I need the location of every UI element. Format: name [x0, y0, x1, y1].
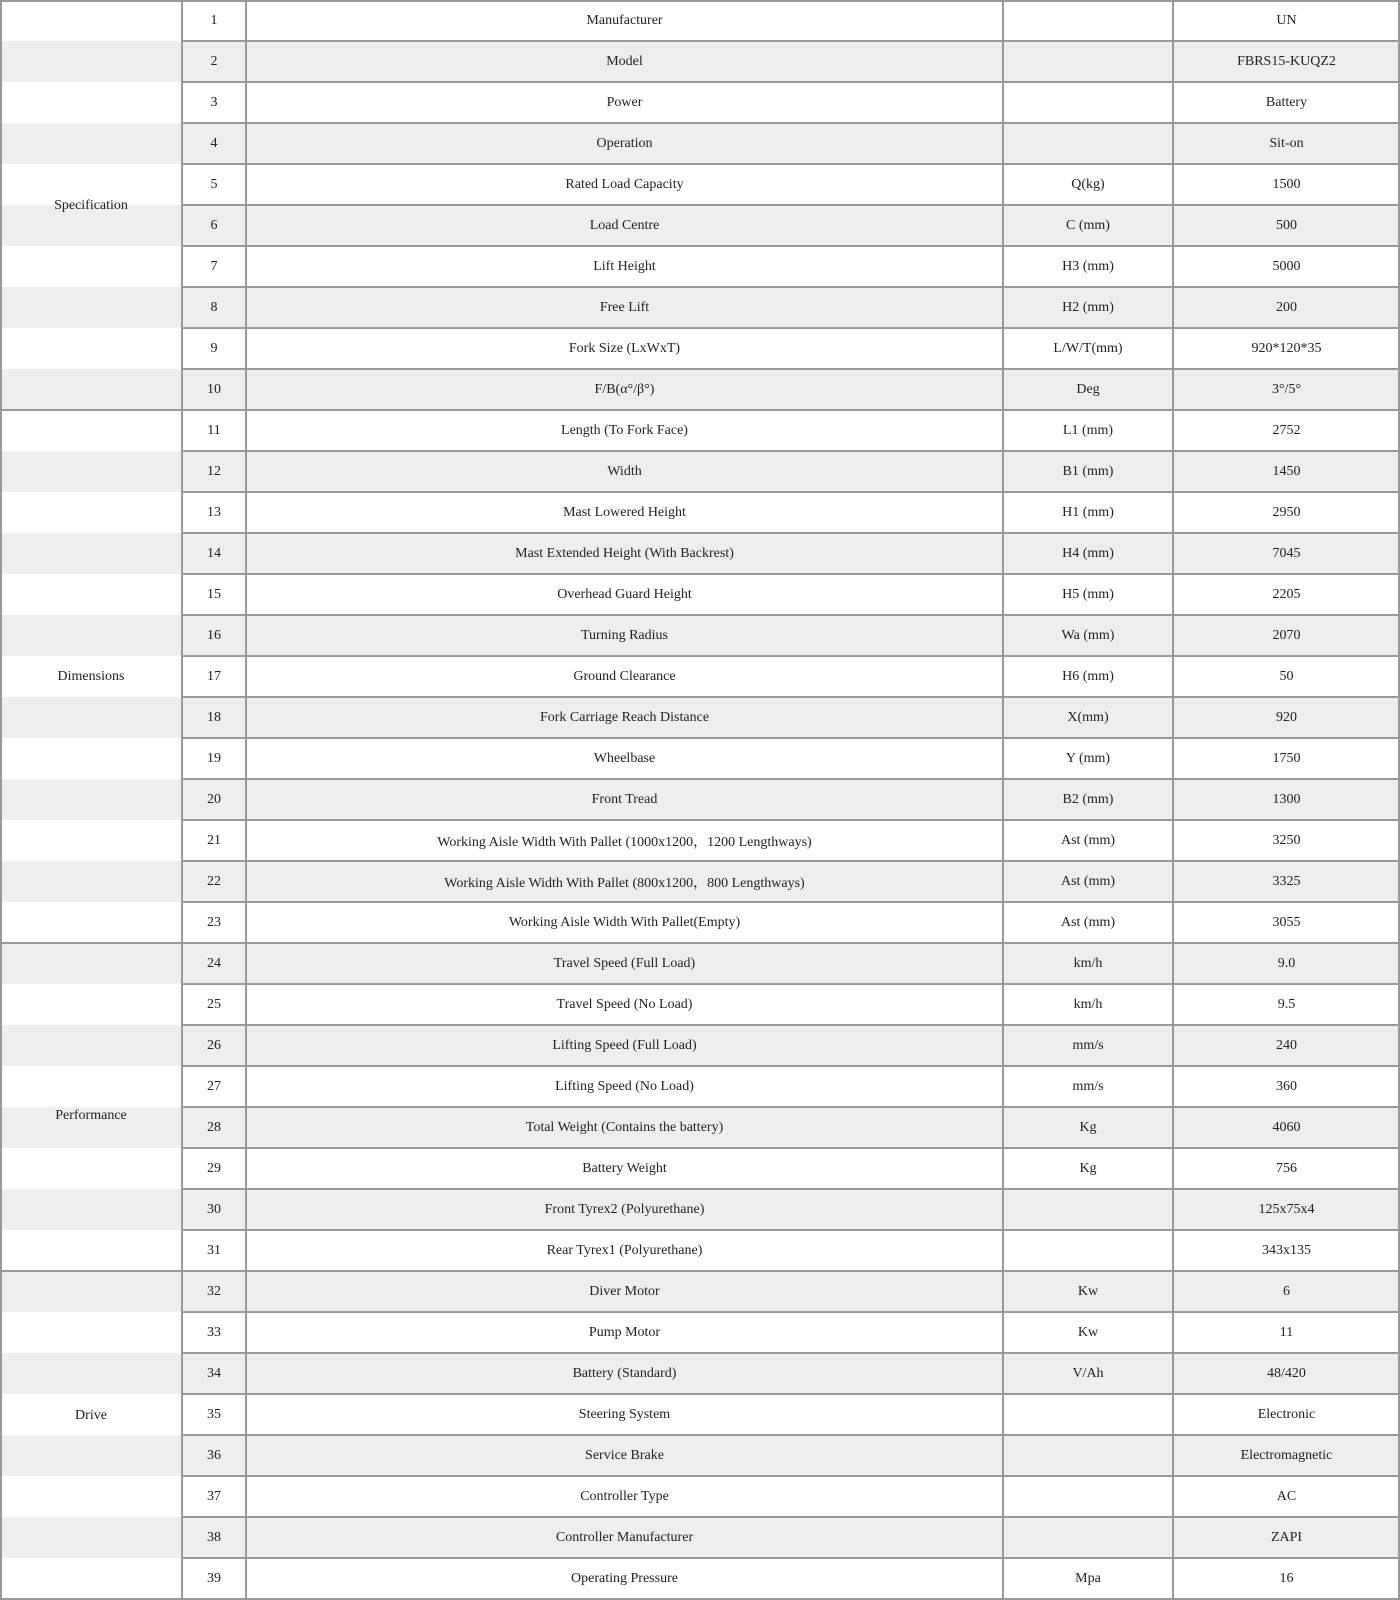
- row-value: 2070: [1272, 627, 1301, 643]
- row-item: Mast Extended Height (With Backrest): [515, 545, 734, 561]
- table-row: [0, 328, 1400, 369]
- row-item: Lift Height: [593, 258, 656, 274]
- row-number: 24: [207, 955, 221, 971]
- row-unit: H4 (mm): [1062, 545, 1114, 561]
- grid-line: [181, 1147, 1400, 1149]
- table-row: [0, 574, 1400, 615]
- row-number: 6: [210, 217, 218, 233]
- row-item: Front Tread: [591, 791, 658, 807]
- table-row: [0, 1353, 1400, 1394]
- row-item: Load Centre: [589, 217, 660, 233]
- row-number: 31: [207, 1242, 221, 1258]
- grid-line: [181, 81, 1400, 83]
- table-row: [0, 820, 1400, 861]
- grid-line: [181, 1065, 1400, 1067]
- row-item: Travel Speed (Full Load): [553, 955, 696, 971]
- row-item: Free Lift: [599, 299, 650, 315]
- row-value: 7045: [1272, 545, 1301, 561]
- row-unit: Deg: [1076, 381, 1100, 397]
- table-row: [0, 1558, 1400, 1599]
- grid-line: [1002, 0, 1004, 1600]
- grid-line: [181, 901, 1400, 903]
- row-value: 1450: [1272, 463, 1301, 479]
- grid-line: [181, 450, 1400, 452]
- row-item: Controller Manufacturer: [555, 1529, 694, 1545]
- row-value: AC: [1276, 1488, 1297, 1504]
- row-number: 1: [210, 12, 218, 28]
- table-row: [0, 1107, 1400, 1148]
- row-number: 26: [207, 1037, 221, 1053]
- row-unit: [1003, 1476, 1173, 1517]
- grid-line: [181, 204, 1400, 206]
- row-value: 6: [1283, 1283, 1290, 1299]
- group-label-specification: Specification: [54, 198, 128, 213]
- grid-line: [0, 0, 2, 1600]
- row-number: 17: [207, 668, 221, 684]
- grid-line: [0, 942, 1400, 944]
- row-unit: Kg: [1079, 1119, 1097, 1135]
- row-value: FBRS15-KUQZ2: [1237, 53, 1336, 69]
- row-number: 4: [210, 135, 218, 151]
- grid-line: [181, 737, 1400, 739]
- row-number: 29: [207, 1160, 221, 1176]
- row-number: 12: [207, 463, 221, 479]
- row-item: Controller Type: [580, 1488, 669, 1504]
- row-value: 200: [1276, 299, 1297, 315]
- row-item: Battery Weight: [582, 1160, 667, 1176]
- row-value: 3250: [1272, 832, 1301, 848]
- row-value: 1500: [1272, 176, 1301, 192]
- row-value: 9.5: [1277, 996, 1296, 1012]
- row-value: 3055: [1272, 914, 1301, 930]
- grid-line: [181, 573, 1400, 575]
- row-unit: X(mm): [1067, 709, 1109, 725]
- grid-line: [181, 1311, 1400, 1313]
- row-unit: H2 (mm): [1062, 299, 1114, 315]
- row-item: Overhead Guard Height: [557, 586, 692, 602]
- grid-line: [181, 1557, 1400, 1559]
- row-item: Power: [606, 94, 643, 110]
- row-number: 36: [207, 1447, 221, 1463]
- row-value: Electronic: [1257, 1406, 1316, 1422]
- row-item: Mast Lowered Height: [563, 504, 686, 520]
- group-label-drive: Drive: [75, 1407, 107, 1423]
- grid-line: [181, 1352, 1400, 1354]
- row-unit: [1003, 123, 1173, 164]
- table-row: [0, 492, 1400, 533]
- grid-line: [181, 655, 1400, 657]
- row-unit: Ast (mm): [1060, 832, 1116, 848]
- row-number: 19: [207, 750, 221, 766]
- table-row: [0, 656, 1400, 697]
- table-row: [0, 1271, 1400, 1312]
- grid-line: [181, 1393, 1400, 1395]
- grid-line: [0, 1270, 1400, 1272]
- row-number: 34: [207, 1365, 221, 1381]
- row-number: 8: [210, 299, 218, 315]
- table-row: [0, 1476, 1400, 1517]
- row-item: Length (To Fork Face): [561, 422, 688, 438]
- grid-line: [0, 409, 1400, 411]
- row-value: 240: [1276, 1037, 1297, 1053]
- table-row: [0, 902, 1400, 943]
- table-row: [0, 533, 1400, 574]
- grid-line: [181, 1106, 1400, 1108]
- row-unit: [1003, 82, 1173, 123]
- row-value: Electromagnetic: [1240, 1447, 1333, 1463]
- row-number: 27: [207, 1078, 221, 1094]
- row-value: 48/420: [1267, 1365, 1306, 1381]
- table-row: [0, 369, 1400, 410]
- row-unit: Kw: [1077, 1324, 1099, 1340]
- row-unit: C (mm): [1066, 217, 1110, 233]
- row-unit: Wa (mm): [1061, 627, 1115, 643]
- grid-line: [181, 122, 1400, 124]
- row-item: Total Weight (Contains the battery): [525, 1119, 724, 1135]
- row-item: Rated Load Capacity: [565, 176, 684, 192]
- row-unit: [1003, 1435, 1173, 1476]
- group-label-dimensions: Dimensions: [57, 668, 125, 684]
- row-unit: L/W/T(mm): [1053, 340, 1123, 356]
- row-value: 1300: [1272, 791, 1301, 807]
- row-number: 15: [207, 586, 221, 602]
- row-unit: mm/s: [1072, 1037, 1104, 1053]
- row-item: Model: [606, 53, 643, 69]
- grid-line: [181, 1434, 1400, 1436]
- grid-line: [181, 983, 1400, 985]
- row-value: 3°/5°: [1271, 381, 1302, 397]
- table-row: [0, 1517, 1400, 1558]
- group-label-performance: Performance: [55, 1108, 127, 1123]
- row-unit: Ast (mm): [1060, 914, 1116, 930]
- row-unit: Kg: [1079, 1160, 1097, 1176]
- table-row: [0, 0, 1400, 41]
- grid-line: [181, 245, 1400, 247]
- row-number: 7: [210, 258, 218, 274]
- row-item: Pump Motor: [588, 1324, 661, 1340]
- row-item: Manufacturer: [586, 12, 663, 28]
- row-item: Wheelbase: [593, 750, 656, 766]
- row-number: 20: [207, 791, 221, 807]
- table-row: [0, 410, 1400, 451]
- grid-line: [181, 491, 1400, 493]
- table-row: [0, 451, 1400, 492]
- row-unit: Kw: [1077, 1283, 1099, 1299]
- row-value: 756: [1276, 1160, 1297, 1176]
- row-unit: Mpa: [1075, 1570, 1101, 1586]
- grid-line: [181, 1229, 1400, 1231]
- row-unit: B1 (mm): [1062, 463, 1114, 479]
- row-number: 3: [210, 94, 218, 110]
- row-number: 35: [207, 1406, 221, 1422]
- row-number: 28: [207, 1119, 221, 1135]
- table-row: [0, 41, 1400, 82]
- row-number: 38: [207, 1529, 221, 1545]
- row-item: Operation: [596, 135, 653, 151]
- row-value: 9.0: [1277, 955, 1296, 971]
- row-item: F/B(α°/β°): [594, 381, 655, 397]
- row-unit: H1 (mm): [1062, 504, 1114, 520]
- row-item: Working Aisle Width With Pallet(Empty): [508, 914, 741, 930]
- grid-line: [181, 860, 1400, 862]
- grid-line: [181, 614, 1400, 616]
- row-item: Steering System: [578, 1406, 671, 1422]
- grid-line: [181, 40, 1400, 42]
- row-number: 25: [207, 996, 221, 1012]
- row-unit: B2 (mm): [1062, 791, 1114, 807]
- row-item: Width: [607, 463, 642, 479]
- row-number: 39: [207, 1570, 221, 1586]
- grid-line: [181, 778, 1400, 780]
- row-value: 920: [1276, 709, 1297, 725]
- row-item: Working Aisle Width With Pallet (1000x1200，1200 Lengthways): [437, 834, 812, 850]
- row-number: 10: [207, 381, 221, 397]
- row-unit: H5 (mm): [1062, 586, 1114, 602]
- row-item: Fork Size (LxWxT): [568, 340, 681, 356]
- row-value: 50: [1279, 668, 1294, 684]
- table-row: [0, 287, 1400, 328]
- table-row: [0, 1148, 1400, 1189]
- row-value: 5000: [1272, 258, 1301, 274]
- row-item: Service Brake: [585, 1447, 664, 1463]
- grid-line: [181, 1188, 1400, 1190]
- row-number: 22: [207, 873, 221, 889]
- grid-line: [245, 0, 247, 1600]
- row-value: 125x75x4: [1258, 1201, 1315, 1217]
- row-number: 21: [207, 832, 221, 848]
- row-value: 920*120*35: [1251, 340, 1322, 356]
- table-row: [0, 1435, 1400, 1476]
- row-value: 3325: [1272, 873, 1301, 889]
- row-item: Rear Tyrex1 (Polyurethane): [546, 1242, 703, 1258]
- row-value: Battery: [1265, 94, 1308, 110]
- row-number: 5: [210, 176, 218, 192]
- grid-line: [181, 1475, 1400, 1477]
- row-value: 11: [1279, 1324, 1294, 1340]
- row-value: 360: [1276, 1078, 1297, 1094]
- row-value: 343x135: [1262, 1242, 1311, 1258]
- table-row: [0, 738, 1400, 779]
- row-number: 37: [207, 1488, 221, 1504]
- row-unit: [1003, 1189, 1173, 1230]
- grid-line: [181, 327, 1400, 329]
- row-number: 2: [210, 53, 218, 69]
- table-row: [0, 1025, 1400, 1066]
- table-row: [0, 861, 1400, 902]
- row-item: Fork Carriage Reach Distance: [539, 709, 710, 725]
- grid-line: [181, 532, 1400, 534]
- table-row: [0, 779, 1400, 820]
- row-number: 33: [207, 1324, 221, 1340]
- grid-line: [181, 368, 1400, 370]
- row-value: 2950: [1272, 504, 1301, 520]
- table-row: [0, 123, 1400, 164]
- table-row: [0, 82, 1400, 123]
- grid-line: [181, 1516, 1400, 1518]
- grid-line: [181, 286, 1400, 288]
- row-value: 500: [1276, 217, 1297, 233]
- row-unit: [1003, 1230, 1173, 1271]
- row-number: 23: [207, 914, 221, 930]
- row-number: 16: [207, 627, 221, 643]
- row-unit: mm/s: [1072, 1078, 1104, 1094]
- row-number: 11: [207, 422, 221, 438]
- row-item: Operating Pressure: [571, 1570, 678, 1586]
- row-item: Diver Motor: [589, 1283, 660, 1299]
- row-unit: L1 (mm): [1062, 422, 1114, 438]
- row-unit: V/Ah: [1072, 1365, 1104, 1381]
- row-unit: Y (mm): [1065, 750, 1111, 766]
- row-value: ZAPI: [1270, 1529, 1303, 1545]
- row-unit: [1003, 1394, 1173, 1435]
- row-item: Lifting Speed (Full Load): [552, 1037, 697, 1053]
- row-unit: Ast (mm): [1060, 873, 1116, 889]
- table-row: [0, 1230, 1400, 1271]
- table-row: [0, 697, 1400, 738]
- row-value: 4060: [1272, 1119, 1301, 1135]
- row-item: Lifting Speed (No Load): [555, 1078, 694, 1094]
- table-row: [0, 984, 1400, 1025]
- grid-line: [181, 163, 1400, 165]
- table-row: [0, 1312, 1400, 1353]
- row-number: 13: [207, 504, 221, 520]
- row-value: UN: [1276, 12, 1297, 28]
- row-item: Battery (Standard): [572, 1365, 677, 1381]
- row-item: Front Tyrex2 (Polyurethane): [544, 1201, 705, 1217]
- row-value: 16: [1279, 1570, 1294, 1586]
- grid-line: [1172, 0, 1174, 1600]
- table-row: [0, 1394, 1400, 1435]
- row-unit: H6 (mm): [1062, 668, 1114, 684]
- row-item: Ground Clearance: [573, 668, 676, 684]
- row-number: 14: [207, 545, 221, 561]
- table-row: [0, 1189, 1400, 1230]
- row-unit: Q(kg): [1071, 176, 1105, 192]
- grid-line: [181, 819, 1400, 821]
- grid-line: [181, 1024, 1400, 1026]
- table-row: [0, 205, 1400, 246]
- row-number: 32: [207, 1283, 221, 1299]
- grid-line: [181, 696, 1400, 698]
- row-item: Turning Radius: [580, 627, 668, 643]
- row-value: 1750: [1272, 750, 1301, 766]
- table-row: [0, 615, 1400, 656]
- row-item: Working Aisle Width With Pallet (800x1200，800 Lengthways): [444, 875, 805, 891]
- row-value: 2205: [1272, 586, 1301, 602]
- grid-line: [181, 0, 183, 1600]
- row-unit: [1003, 1517, 1173, 1558]
- table-row: [0, 246, 1400, 287]
- row-number: 30: [207, 1201, 221, 1217]
- row-unit: [1003, 0, 1173, 41]
- row-unit: [1003, 41, 1173, 82]
- row-item: Travel Speed (No Load): [556, 996, 693, 1012]
- row-value: Sit-on: [1269, 135, 1304, 151]
- row-unit: km/h: [1073, 955, 1103, 971]
- row-value: 2752: [1272, 422, 1301, 438]
- row-number: 9: [210, 340, 218, 356]
- table-row: [0, 943, 1400, 984]
- row-unit: H3 (mm): [1062, 258, 1114, 274]
- row-number: 18: [207, 709, 221, 725]
- row-unit: km/h: [1073, 996, 1103, 1012]
- grid-line: [0, 0, 1400, 2]
